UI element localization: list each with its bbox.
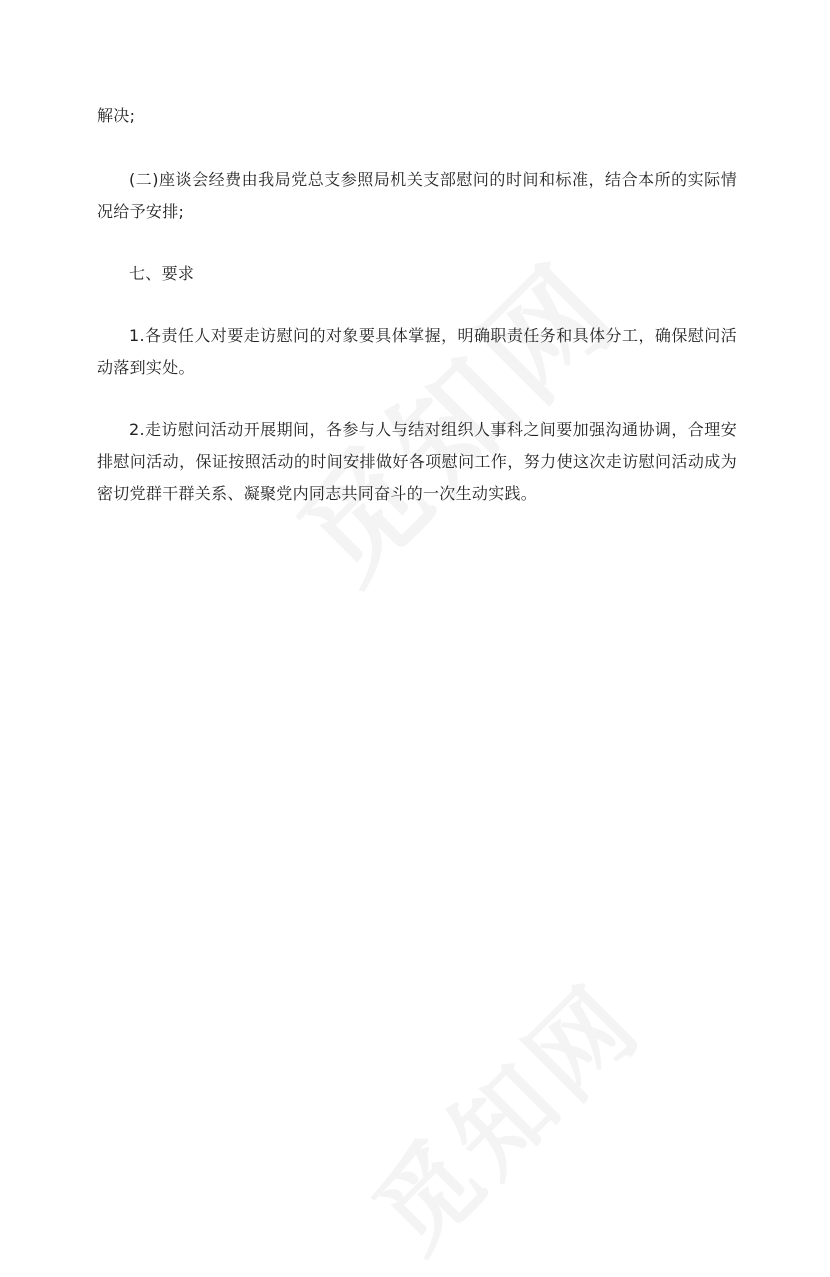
watermark [337, 947, 668, 1277]
paragraph-requirement-2: 2.走访慰问活动开展期间，各参与人与结对组织人事科之间要加强沟通协调，合理安排慰问活动，保证按照活动的时间安排做好各项慰问工作，努力使这次走访慰问活动成为密切党群干群关系、凝聚党内同志共同奋斗的一次生动实践。 [97, 420, 737, 503]
paragraph-requirement-1: 1.各责任人对要走访慰问的对象要具体掌握，明确职责任务和具体分工，确保慰问活动落到实处。 [97, 326, 737, 377]
paragraph-continuation: 解决; [97, 106, 136, 125]
paragraph-funding: (二)座谈会经费由我局党总支参照局机关支部慰问的时间和标准，结合本所的实际情况给予安排; [97, 170, 737, 221]
section-heading-requirements: 七、要求 [129, 264, 195, 283]
